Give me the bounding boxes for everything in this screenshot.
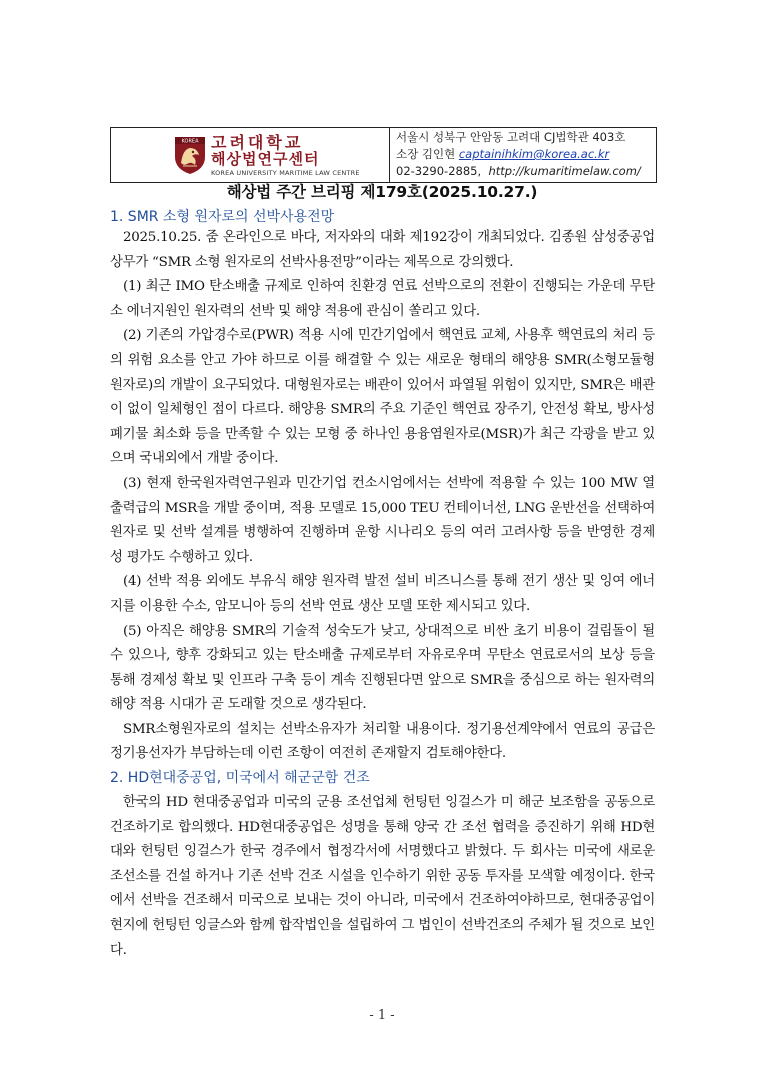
paragraph: (3) 현재 한국원자력연구원과 민간기업 컨소시엄에서는 선박에 적용할 수 있는 100 MW 열출력급의 MSR을 개발 중이며, 적용 모델로 15,000 TEU 컨테이너선, LNG 운반선을 선택하여 원자로 및 선박 설계를 병행하여 진행하며 운항 시나리오 등의 여러 고려사항 등을 반영한 경제성 평가도 수행하고 있다. (110, 475, 655, 565)
email-link[interactable]: captainihkim@korea.ac.kr (458, 147, 610, 161)
letterhead-table (110, 127, 657, 183)
address: 서울시 성북구 안암동 고려대 CJ법학관 403호 (396, 130, 626, 144)
director-line (396, 146, 656, 163)
center-name: 해상법연구센터 (211, 150, 320, 168)
section-2-body (110, 791, 655, 963)
director-label: 소장 김인현 (396, 147, 456, 161)
section-heading-2: 2. HD현대중공업, 미국에서 해군군함 건조 (110, 770, 370, 786)
paragraph: (2) 기존의 가압경수로(PWR) 적용 시에 민간기업에서 핵연료 교체, 사용후 핵연료의 처리 등의 위험 요소를 안고 가야 하므로 이를 해결할 수 있는 새로운 형태의 해양용 SMR(소형모듈형원자로)의 개발이 요구되었다. 대형원자로는 배관이 있어서 파열될 위험이 있지만, SMR은 배관이 없이 일체형인 점이 다르다. 해양용 SMR의 주요 기준인 핵연료 장주기, 안전성 확보, 방사성폐기물 최소화 등을 만족할 수 있는 모형 중 하나인 용융염원자로(MSR)가 최근 각광을 받고 있으며 국내외에서 개발 중이다. (110, 328, 655, 467)
university-name: 고려대학교 (211, 133, 304, 152)
page-number: - 1 - (369, 1008, 395, 1023)
paragraph: 2025.10.25. 줌 온라인으로 바다, 저자와의 대화 제192강이 개최되었다. 김종원 삼성중공업 상무가 “SMR 소형 원자로의 선박사용전망”이라는 제목으로 강의했다. (110, 230, 655, 270)
paragraph: 한국의 HD 현대중공업과 미국의 군용 조선업체 헌팅턴 잉걸스가 미 해군 보조함을 공동으로 건조하기로 합의했다. HD현대중공업은 성명을 통해 양국 간 조선 협력을 증진하기 위해 HD현대와 헌팅턴 잉걸스가 한국 경주에서 협정각서에 서명했다고 밝혔다. 두 회사는 미국에 새로운 조선소를 건설 하거나 기존 선박 건조 시설을 인수하기 위한 공동 투자를 모색할 예정이다. 한국에서 선박을 건조해서 미국으로 보내는 것이 아니라, 미국에서 건조하여야하므로, 현대중공업이 현지에 헌팅턴 잉글스와 함께 합작법인을 설립하여 그 법인이 선박건조의 주체가 될 것으로 보인다. (110, 795, 655, 958)
paragraph: SMR소형원자로의 설치는 선박소유자가 처리할 내용이다. 정기용선계약에서 연료의 공급은 정기용선자가 부담하는데 이런 조항이 여전히 존재할지 검토해야한다. (110, 721, 655, 762)
contact-info (390, 128, 656, 182)
phone: 02-3290-2885, (396, 164, 482, 178)
paragraph: (1) 최근 IMO 탄소배출 규제로 인하여 친환경 연료 선박으로의 전환이 진행되는 가운데 무탄소 에너지원인 원자력의 선박 및 해양 적용에 관심이 쏠리고 있다. (110, 279, 655, 319)
center-name-english: KOREA UNIVERSITY MARITIME LAW CENTRE (211, 169, 360, 177)
section-1-body (110, 226, 655, 767)
seal-text: KOREA (181, 138, 199, 145)
website-link[interactable]: http://kumaritimelaw.com/ (488, 164, 641, 178)
center-logo (111, 128, 390, 182)
section-heading-1: 1. SMR 소형 원자로의 선박사용전망 (110, 209, 335, 225)
briefing-title: 해상법 주간 브리핑 제179호(2025.10.27.) (226, 183, 538, 201)
phone-web-line (396, 163, 656, 180)
university-seal-icon (173, 135, 207, 175)
paragraph: (4) 선박 적용 외에도 부유식 해양 원자력 발전 설비 비즈니스를 통해 전기 생산 및 잉여 에너지를 이용한 수소, 암모니아 등의 선박 연료 생산 모델 또한 제시되고 있다. (110, 574, 655, 614)
paragraph: (5) 아직은 해양용 SMR의 기술적 성숙도가 낮고, 상대적으로 비싼 초기 비용이 걸림돌이 될 수 있으나, 향후 강화되고 있는 탄소배출 규제로부터 자유로우며 무탄소 연료로서의 보상 등을 통해 경제성 확보 및 인프라 구축 등이 계속 진행된다면 앞으로 SMR을 중심으로 하는 원자력의 해양 적용 시대가 곧 도래할 것으로 생각된다. (110, 623, 655, 713)
